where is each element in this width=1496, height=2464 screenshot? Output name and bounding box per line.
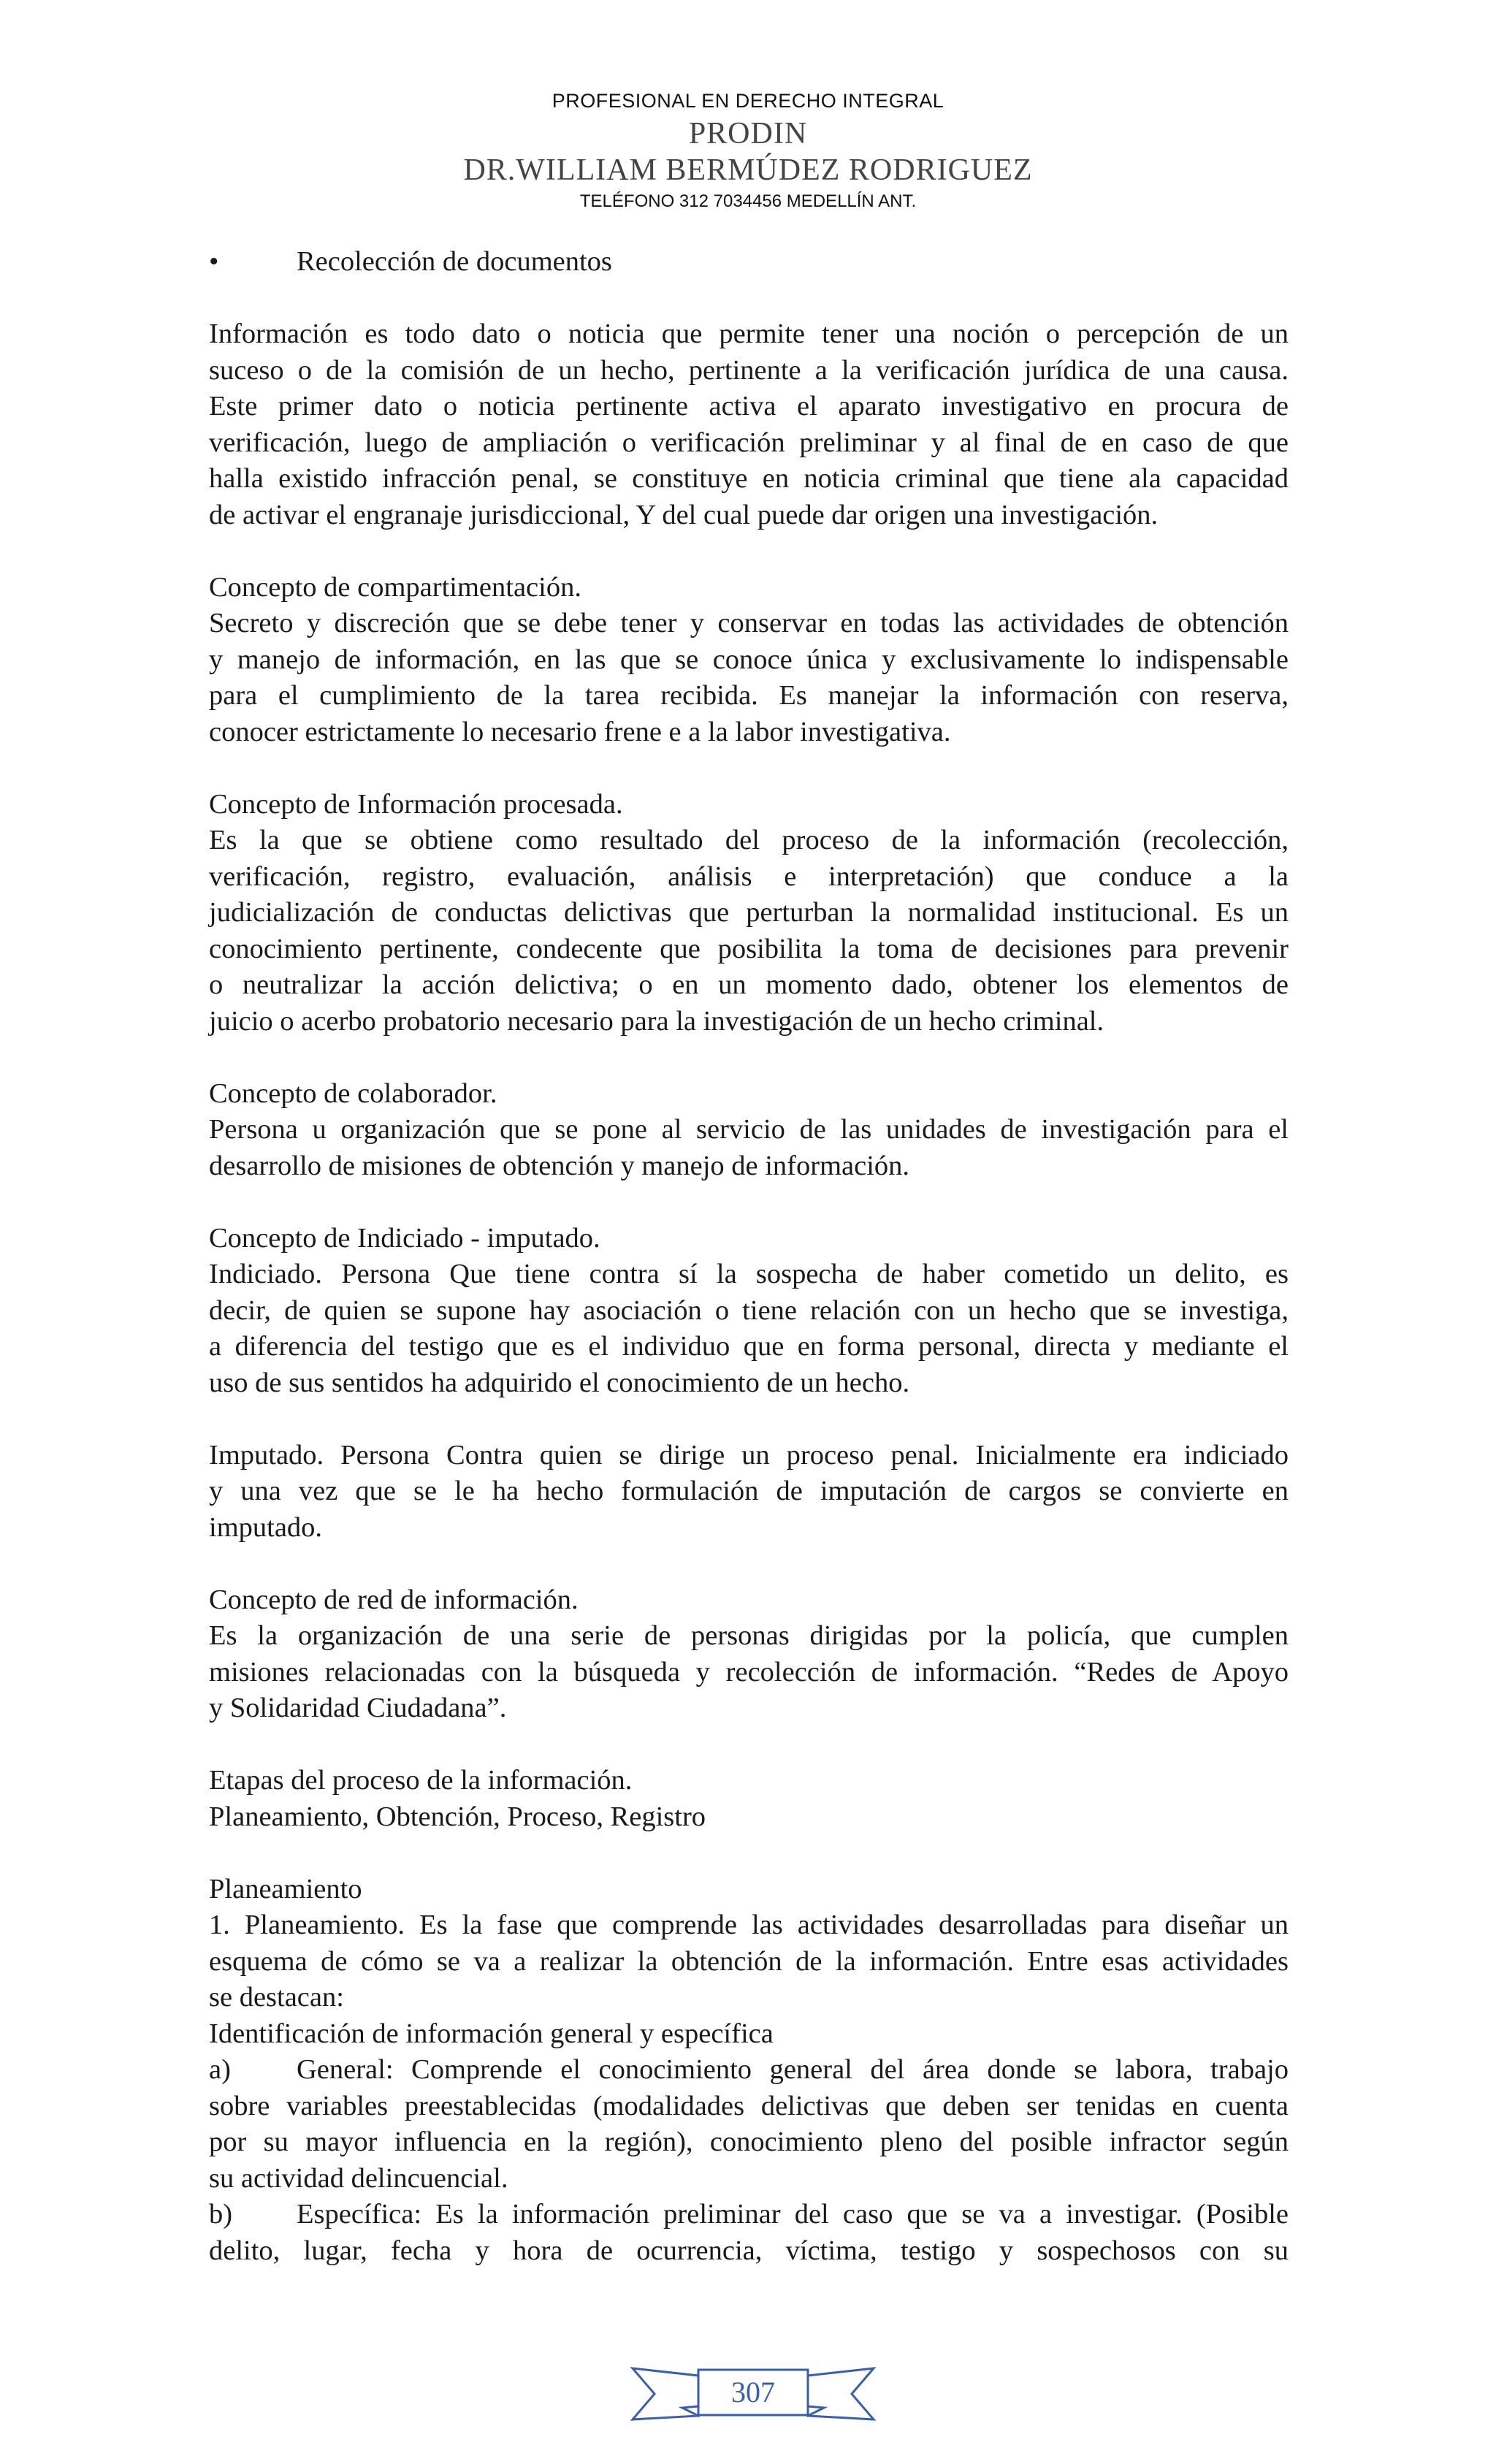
document-header	[0, 86, 1496, 215]
list-item-especifica	[209, 2197, 1289, 2233]
text-line: se destacan:	[209, 1982, 344, 2013]
list-item-general-continued	[209, 2089, 1289, 2197]
section-title: Concepto de Información procesada.	[209, 788, 623, 820]
text-line: esquema de cómo se va a realizar la obtención de la información. Entre esas actividades	[209, 1945, 1289, 1977]
text-line: 1. Planeamiento. Es la fase que comprende las actividades desarrolladas para diseñar un	[209, 1910, 1289, 1940]
text-line: Planeamiento, Obtención, Proceso, Registro	[209, 1801, 706, 1832]
text-line: o neutralizar la acción delictiva; o en un momento dado, obtener los elementos de	[209, 969, 1289, 1000]
header-acronym: PRODIN	[688, 117, 808, 150]
text-line: Este primer dato o noticia pertinente activa el aparato investigativo en procura de	[209, 391, 1289, 422]
text-line: halla existido infracción penal, se constituye en noticia criminal que tiene ala capacidad	[209, 463, 1289, 494]
text-line: su actividad delincuencial.	[209, 2162, 508, 2194]
section-title: Concepto de colaborador.	[209, 1077, 497, 1109]
text-line: decir, de quien se supone hay asociación o tiene relación con un hecho que se investiga,	[209, 1294, 1289, 1326]
bullet-item	[209, 244, 1289, 281]
text-line: conocer estrictamente lo necesario frene e a la labor investigativa.	[209, 716, 951, 747]
text-line: y Solidaridad Ciudadana”.	[209, 1693, 507, 1723]
item-label: b)	[209, 2199, 233, 2230]
text-line: Información es todo dato o noticia que permite tener una noción o percepción de un	[209, 319, 1289, 349]
text-line: delito, lugar, fecha y hora de ocurrencia, víctima, testigo y sospechosos con su	[209, 2235, 1289, 2266]
bullet-symbol: •	[209, 246, 219, 277]
text-line: uso de sus sentidos ha adquirido el conocimiento de un hecho.	[209, 1367, 910, 1398]
text-line: suceso o de la comisión de un hecho, pertinente a la verificación jurídica de una causa.	[209, 354, 1289, 386]
list-item-especifica-continued	[209, 2233, 1289, 2270]
paragraph-informacion	[209, 316, 1289, 533]
header-firm-name: PROFESIONAL EN DERECHO INTEGRAL	[552, 90, 944, 112]
paragraph-imputado	[209, 1438, 1289, 1546]
text-line: verificación, registro, evaluación, análisis e interpretación) que conduce a la	[209, 861, 1289, 892]
section-red-informacion	[209, 1582, 1289, 1727]
section-title: Concepto de red de información.	[209, 1584, 579, 1615]
text-line: conocimiento pertinente, condecente que posibilita la toma de decisiones para prevenir	[209, 933, 1289, 964]
header-author: DR.WILLIAM BERMÚDEZ RODRIGUEZ	[463, 153, 1033, 187]
text-line: General: Comprende el conocimiento general del área donde se labora, trabajo	[297, 2054, 1289, 2085]
item-label: a)	[209, 2054, 231, 2085]
page-number-ribbon	[625, 2354, 881, 2434]
text-line: Indiciado. Persona Que tiene contra sí la sospecha de haber cometido un delito, es	[209, 1259, 1289, 1289]
bullet-text: Recolección de documentos	[297, 246, 612, 277]
subsection-title: Identificación de información general y específica	[209, 2018, 774, 2049]
text-line: sobre variables preestablecidas (modalidades delictivas que deben ser tenidas en cuenta	[209, 2090, 1289, 2121]
text-line: y manejo de información, en las que se conoce única y exclusivamente lo indispensable	[209, 644, 1289, 675]
text-line: de activar el engranaje jurisdiccional, Y del cual puede dar origen una investigación.	[209, 499, 1159, 530]
section-compartimentacion	[209, 570, 1289, 751]
text-line: y una vez que se le ha hecho formulación de imputación de cargos se convierte en	[209, 1476, 1289, 1506]
text-line: Es la que se obtiene como resultado del proceso de la información (recolección,	[209, 825, 1289, 855]
header-phone: TELÉFONO 312 7034456 MEDELLÍN ANT.	[579, 191, 917, 211]
document-body	[209, 244, 1289, 2269]
text-line: Específica: Es la información preliminar del caso que se va a investigar. (Posible	[297, 2199, 1289, 2230]
section-title: Etapas del proceso de la información.	[209, 1765, 633, 1796]
section-colaborador	[209, 1076, 1289, 1185]
text-line: desarrollo de misiones de obtención y manejo de información.	[209, 1150, 910, 1181]
text-line: imputado.	[209, 1511, 323, 1543]
section-etapas	[209, 1763, 1289, 1835]
text-line: judicialización de conductas delictivas que perturban la normalidad institucional. Es un	[209, 897, 1289, 928]
text-line: a diferencia del testigo que es el individuo que en forma personal, directa y mediante el	[209, 1331, 1289, 1362]
text-line: verificación, luego de ampliación o verificación preliminar y al final de en caso de que	[209, 427, 1289, 458]
section-title: Concepto de compartimentación.	[209, 571, 581, 603]
text-line: Es la organización de una serie de personas dirigidas por la policía, que cumplen	[209, 1620, 1289, 1651]
text-line: Secreto y discreción que se debe tener y conservar en todas las actividades de obtención	[209, 608, 1289, 638]
page-number: 307	[731, 2376, 775, 2408]
text-line: por su mayor influencia en la región), conocimiento pleno del posible infractor según	[209, 2127, 1289, 2157]
text-line: Imputado. Persona Contra quien se dirige un proceso penal. Inicialmente era indiciado	[209, 1439, 1289, 1471]
text-line: Persona u organización que se pone al servicio de las unidades de investigación para el	[209, 1114, 1289, 1145]
text-line: para el cumplimiento de la tarea recibida. Es manejar la información con reserva,	[209, 680, 1289, 711]
text-line: misiones relacionadas con la búsqueda y recolección de información. “Redes de Apoyo	[209, 1656, 1289, 1687]
section-title: Planeamiento	[209, 1873, 362, 1904]
section-informacion-procesada	[209, 787, 1289, 1040]
text-line: juicio o acerbo probatorio necesario para la investigación de un hecho criminal.	[209, 1005, 1104, 1037]
section-planeamiento	[209, 1872, 1289, 2053]
item-first-line	[297, 2197, 1289, 2233]
item-first-line	[297, 2052, 1289, 2089]
list-item-general	[209, 2052, 1289, 2089]
section-title: Concepto de Indiciado - imputado.	[209, 1222, 600, 1254]
section-indiciado	[209, 1221, 1289, 1402]
